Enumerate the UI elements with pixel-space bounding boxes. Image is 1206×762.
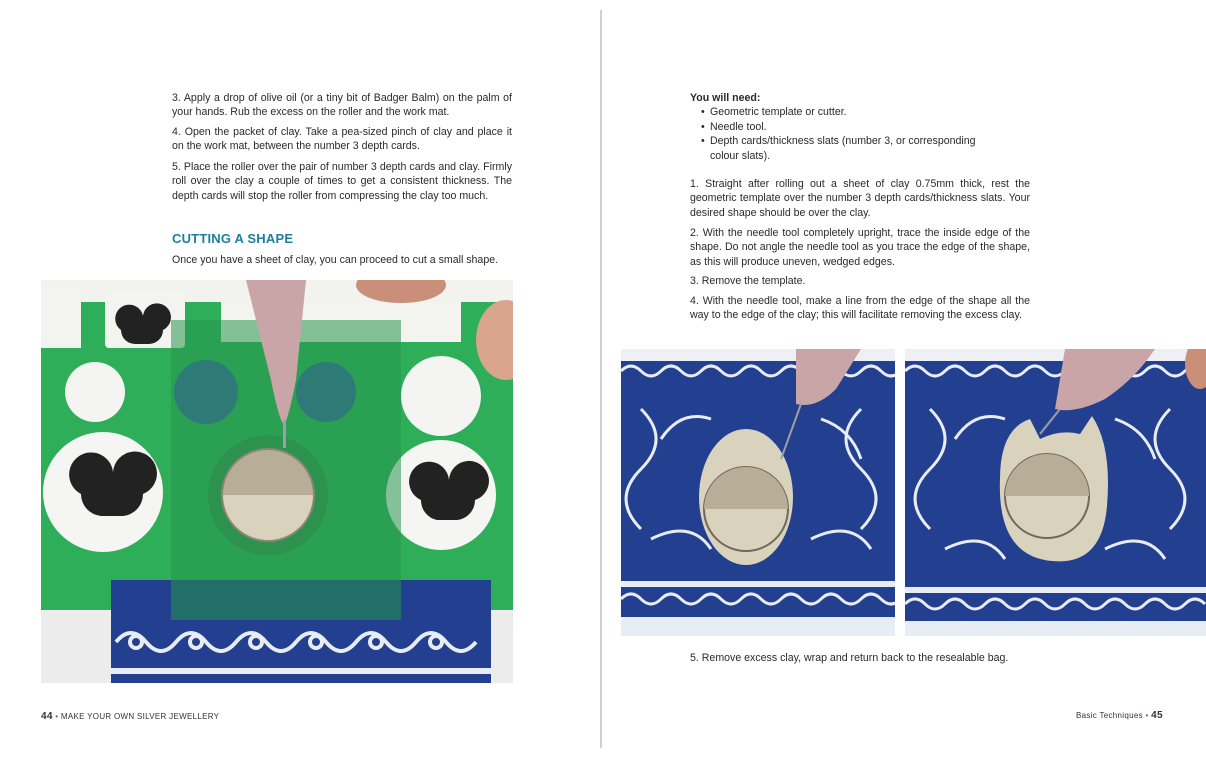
template-cutting-photo [41, 280, 513, 683]
need-item: • Depth cards/thickness slats (number 3, or corresponding colour slats). [710, 134, 1000, 163]
right-footer [1076, 710, 1163, 721]
need-item: • Needle tool. [710, 120, 1030, 134]
book-title: MAKE YOUR OWN SILVER JEWELLERY [60, 712, 220, 721]
right-page [602, 0, 1206, 762]
section-name: Basic Techniques [1076, 711, 1143, 720]
need-item: • Geometric template or cutter. [710, 105, 1030, 119]
you-will-need-block [690, 91, 1030, 163]
right-page-number: 45 [1151, 710, 1163, 721]
needs-list [690, 105, 1030, 163]
step-1-paragraph: 1. Straight after rolling out a sheet of clay 0.75mm thick, rest the geometric template over the number 3 depth cards/thickness slats. Your desired shape should be over the clay. [690, 178, 1030, 219]
section-intro: Once you have a sheet of clay, you can proceed to cut a small shape. [172, 254, 499, 266]
step-4-needle-paragraph: 4. With the needle tool, make a line from the edge of the shape all the way to the edge of the clay; this will facilitate removing the excess clay. [690, 295, 1030, 322]
left-footer [41, 711, 219, 722]
tracing-photo [621, 349, 895, 636]
section-heading: CUTTING A SHAPE [172, 231, 294, 246]
left-page [0, 0, 600, 762]
left-page-number: 44 [41, 711, 53, 722]
you-will-need-label: You will need: [690, 92, 761, 104]
footer-bullet: • [55, 712, 59, 721]
removing-clay-photo [905, 349, 1206, 636]
step-5-final-paragraph: 5. Remove excess clay, wrap and return back to the resealable bag. [690, 652, 1009, 664]
step-2-paragraph: 2. With the needle tool completely upright, trace the inside edge of the shape. Do not angle the needle tool as you trace the edge of the shape, as this will produce uneven, wedged edges. [690, 227, 1030, 268]
footer-bullet: • [1145, 711, 1149, 720]
step-3-paragraph: 3. Apply a drop of olive oil (or a tiny bit of Badger Balm) on the palm of your hands. Rub the excess on the roller and the work mat. [172, 92, 512, 119]
remove-template-paragraph: 3. Remove the template. [690, 275, 806, 287]
step-4-paragraph: 4. Open the packet of clay. Take a pea-sized pinch of clay and place it on the work mat, between the number 3 depth cards. [172, 126, 512, 153]
step-5-paragraph: 5. Place the roller over the pair of number 3 depth cards and clay. Firmly roll over the clay a couple of times to get a consistent thickness. The depth cards will stop the roller from compressing the clay too much. [172, 161, 512, 202]
